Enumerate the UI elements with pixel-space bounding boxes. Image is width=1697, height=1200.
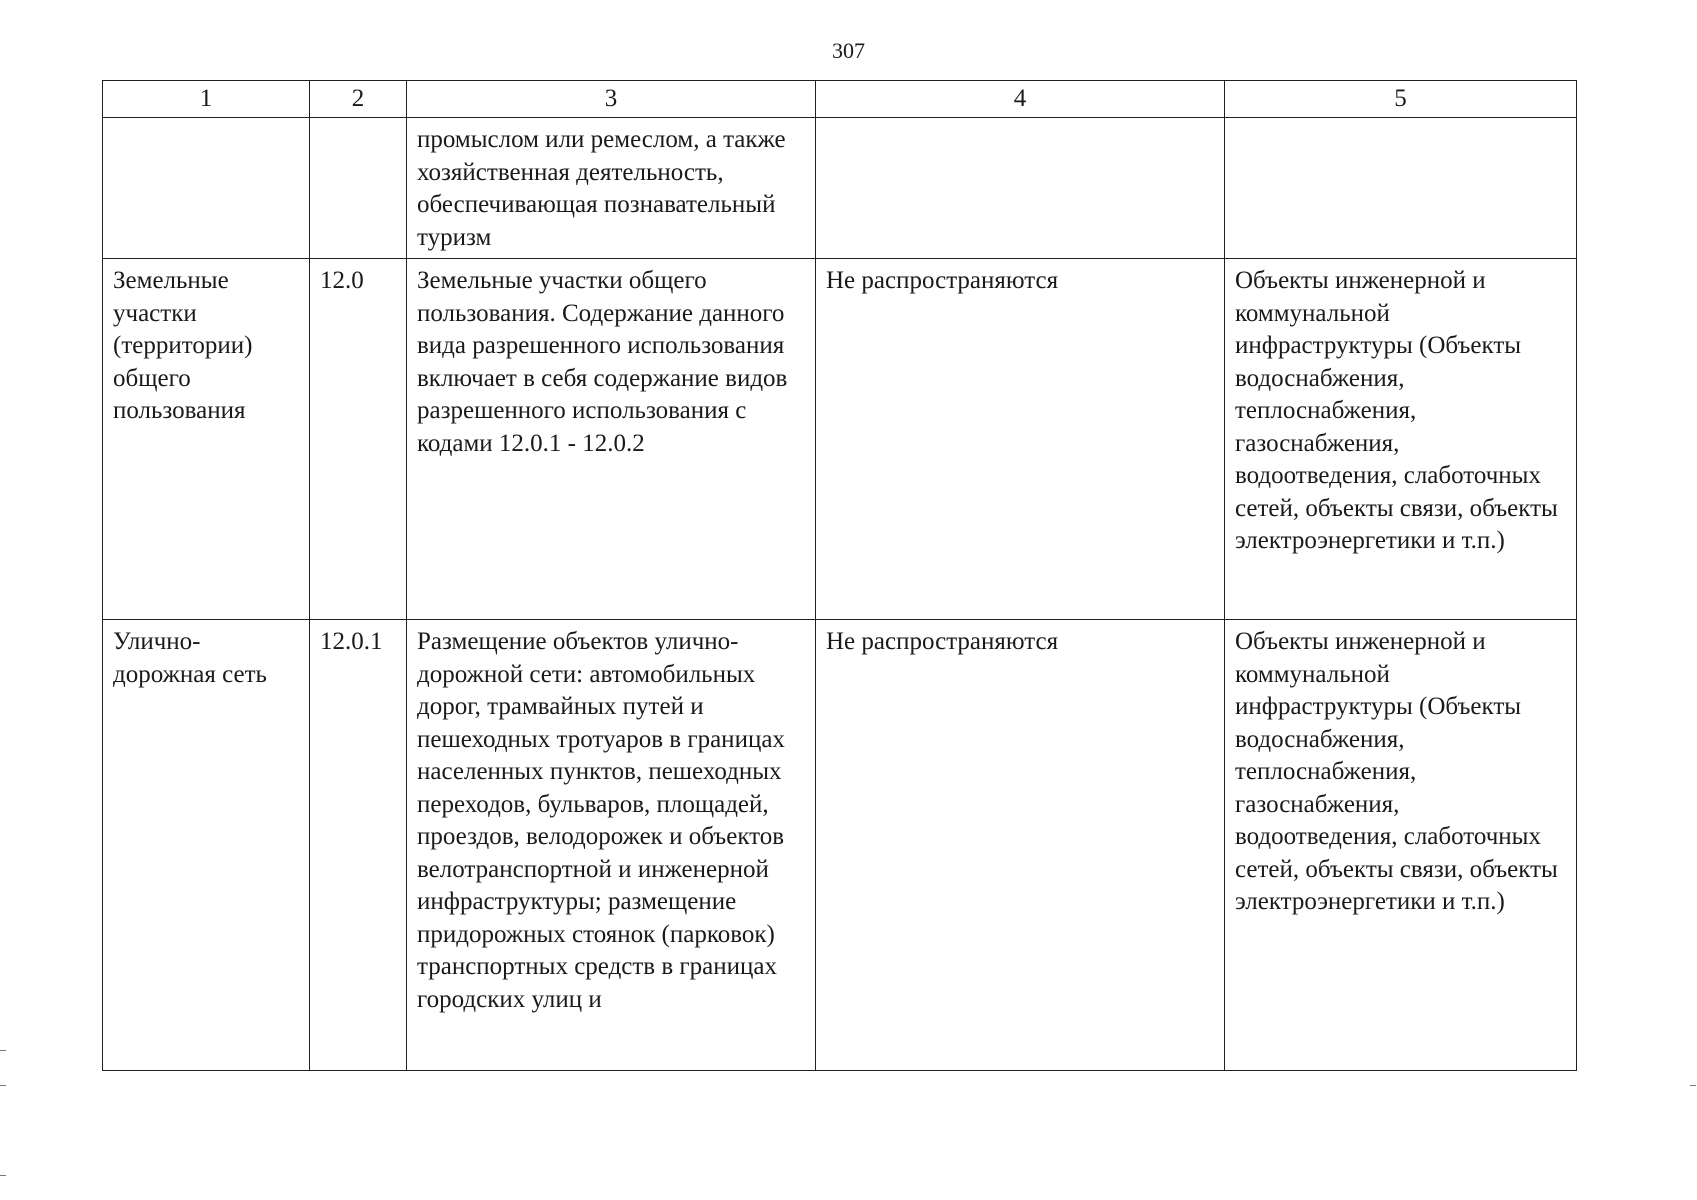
cell-name: Улично-дорожная сеть: [103, 620, 310, 1071]
header-col-4: 4: [816, 81, 1225, 118]
cell-name: Земельные участки (территории) общего пользования: [103, 259, 310, 620]
cell-description: Размещение объектов улично-дорожной сети: автомобильных дорог, трамвайных путей и пешеходных тротуаров в границах населенных пунктов, пешеходных переходов, бульваров, площадей, проездов, велодорожек и объектов велотранспортной и инженерной инфраструктуры; размещение придорожных стоянок (парковок) транспортных средств в границах городских улиц и: [407, 620, 816, 1071]
cell-objects: Объекты инженерной и коммунальной инфраструктуры (Объекты водоснабжения, теплоснабжения, газоснабжения, водоотведения, слаботочных сетей, объекты связи, объекты электроэнергетики и т.п.): [1225, 620, 1577, 1071]
scan-margin-mark: [0, 1175, 6, 1176]
table-row: [103, 259, 1577, 620]
cell-restrictions: Не распространяются: [816, 620, 1225, 1071]
cell-restrictions: Не распространяются: [816, 259, 1225, 620]
scan-margin-mark: [0, 1050, 6, 1051]
table-row: [103, 118, 1577, 259]
cell-code: [310, 118, 407, 259]
cell-code: 12.0: [310, 259, 407, 620]
cell-restrictions: [816, 118, 1225, 259]
zoning-table: [102, 80, 1577, 1071]
scan-margin-mark: [1690, 1085, 1696, 1086]
cell-objects: [1225, 118, 1577, 259]
header-col-5: 5: [1225, 81, 1577, 118]
cell-description: промыслом или ремеслом, а также хозяйственная деятельность, обеспечивающая познавательный туризм: [407, 118, 816, 259]
cell-name: [103, 118, 310, 259]
table-row: [103, 620, 1577, 1071]
cell-description: Земельные участки общего пользования. Содержание данного вида разрешенного использования включает в себя содержание видов разрешенного использования с кодами 12.0.1 - 12.0.2: [407, 259, 816, 620]
page-number: 307: [832, 38, 865, 63]
header-col-1: 1: [103, 81, 310, 118]
header-col-3: 3: [407, 81, 816, 118]
scan-margin-mark: [0, 1085, 6, 1086]
header-row: [103, 81, 1577, 118]
header-col-2: 2: [310, 81, 407, 118]
cell-objects: Объекты инженерной и коммунальной инфраструктуры (Объекты водоснабжения, теплоснабжения, газоснабжения, водоотведения, слаботочных сетей, объекты связи, объекты электроэнергетики и т.п.): [1225, 259, 1577, 620]
cell-code: 12.0.1: [310, 620, 407, 1071]
